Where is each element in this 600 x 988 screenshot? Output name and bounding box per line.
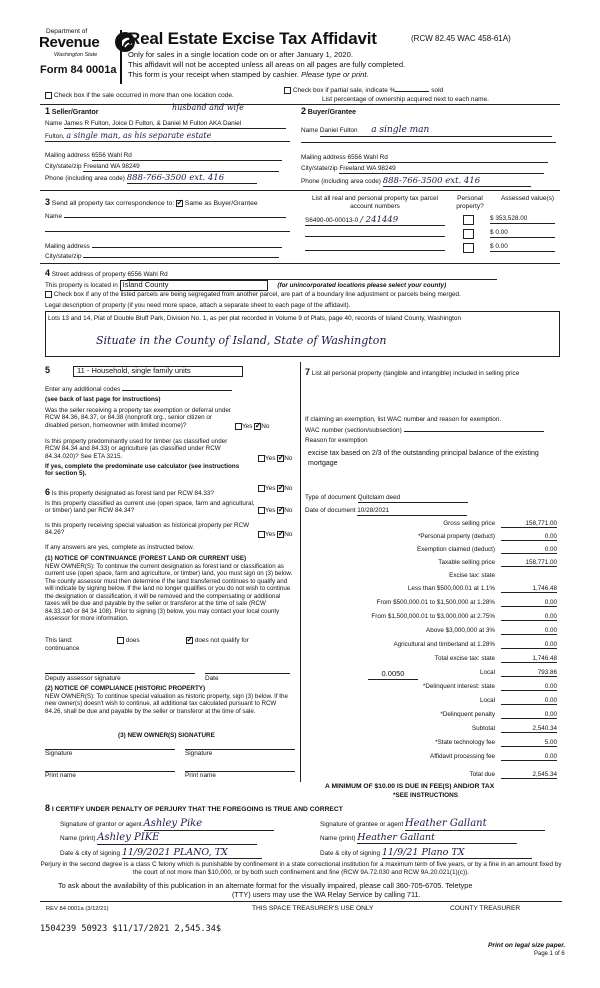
reason-label: Reason for exemption bbox=[305, 437, 368, 444]
document-type[interactable]: Quitclaim deed bbox=[358, 494, 468, 503]
corr-mailing-row: Mailing address bbox=[45, 241, 290, 251]
header-divider bbox=[120, 30, 122, 84]
yes-checkbox[interactable] bbox=[258, 531, 265, 538]
sec6-q4: If any answers are yes, complete as instructed below. bbox=[45, 544, 195, 551]
seller-city-row: City/state/zip Freeland WA 98249 bbox=[45, 163, 290, 172]
minimum-due: A MINIMUM OF $10.00 IS DUE IN FEE(S) AND/OR TAX bbox=[325, 783, 495, 790]
continuance-label: continuance bbox=[45, 645, 80, 652]
buyer-name[interactable]: Daniel Fulton a single man bbox=[320, 125, 552, 137]
seller-mailing[interactable]: 6556 Wahl Rd bbox=[92, 152, 282, 161]
add-codes-row: Enter any additional codes bbox=[45, 386, 232, 394]
county-row: This property is located in Island County (for unincorporated locations please select your county) bbox=[45, 280, 447, 289]
grantee-date-row: Date & city of signing 11/9/21 Plano TX bbox=[320, 847, 532, 859]
personal-property-checkbox[interactable] bbox=[463, 229, 474, 239]
see-back: (see back of last page for instructions) bbox=[45, 396, 161, 403]
sec6-q2: Is this property classified as current use (open space, farm and agricultural, or timber) land per RCW 84.34? bbox=[45, 500, 255, 515]
header-line3: This form is your receipt when stamped by cashier. Please type or print. bbox=[128, 70, 369, 79]
cashier-stamp: 1504239 50923 $11/17/2021 2,545.34$ bbox=[40, 924, 222, 934]
calc-value[interactable]: 0.00 bbox=[501, 533, 557, 541]
calc-value[interactable]: 2,540.34 bbox=[501, 725, 557, 733]
legal-paper-note: Print on legal size paper. bbox=[488, 942, 566, 949]
does-checkbox[interactable] bbox=[117, 637, 124, 644]
calc-value[interactable]: 158,771.00 bbox=[501, 559, 557, 567]
doc-type-row: Type of document Quitclaim deed bbox=[305, 494, 468, 503]
calc-value[interactable]: 0.00 bbox=[501, 613, 557, 621]
sec8-heading: 8 I CERTIFY UNDER PENALTY OF PERJURY THAT THE FOREGOING IS TRUE AND CORRECT bbox=[45, 803, 343, 813]
parcel-number[interactable] bbox=[305, 243, 445, 251]
section-frame-4 bbox=[40, 263, 560, 264]
yes-checkbox[interactable] bbox=[258, 485, 265, 492]
seller-phone-row: Phone (including area code) 888-766-3500 ext. 416 bbox=[45, 173, 290, 184]
calc-delinq-state: *Delinquent interest: state 0.00 bbox=[422, 683, 557, 690]
treasurer-use: THIS SPACE TREASURER'S USE ONLY bbox=[252, 905, 374, 912]
personal-property-checkbox[interactable] bbox=[463, 215, 474, 225]
logo-revenue: Revenue bbox=[39, 34, 100, 51]
sec5-q1: Was the seller receiving a property tax exemption or deferral under RCW 84.36, 84.37, or 84.38 (nonprofit org., senior citizen or disabled person, homeowner with limited income)? bbox=[45, 407, 231, 429]
calc-subtotal: Subtotal 2,540.34 bbox=[471, 725, 557, 732]
calc-tier3: From $1,500,000.01 to $3,000,000 at 2.75% 0.00 bbox=[371, 613, 557, 620]
calc-tier2: From $500,000.01 to $1,500,000 at 1.28% 0.00 bbox=[376, 599, 557, 606]
no-checkbox[interactable] bbox=[277, 485, 284, 492]
seller-city[interactable]: Freeland WA 98249 bbox=[83, 163, 279, 172]
alt-format-2: (TTY) users may use the WA Relay Service by calling 711. bbox=[232, 890, 421, 899]
street-row: 4 Street address of property 6556 Wahl Rd bbox=[45, 268, 497, 280]
corr-name[interactable] bbox=[64, 211, 286, 218]
page-title: Real Estate Excise Tax Affidavit bbox=[128, 29, 377, 48]
seller-phone[interactable]: 888-766-3500 ext. 416 bbox=[127, 173, 257, 184]
legal-description: Lots 13 and 14, Plat of Double Bluff Park, Division No. 1, as per plat recorded in Volume 9 of Plats, page 40, records of Island County, Washington bbox=[48, 315, 462, 322]
calc-value[interactable]: 5.00 bbox=[501, 739, 557, 747]
see-instructions: *SEE INSTRUCTIONS bbox=[393, 792, 458, 799]
page-number: Page 1 of 6 bbox=[534, 951, 565, 957]
calc-agri: Agricultural and timberland at 1.28% 0.00 bbox=[393, 641, 557, 648]
corr-blank-line bbox=[45, 231, 290, 232]
calc-personal: *Personal property (deduct) 0.00 bbox=[417, 533, 557, 540]
grantee-date-city[interactable]: 11/9/21 Plano TX bbox=[382, 847, 532, 859]
calc-value[interactable]: 0.00 bbox=[501, 683, 557, 691]
same-as-buyer-checkbox[interactable] bbox=[176, 200, 183, 207]
sec5-q2-answer[interactable]: Yes ✓ No bbox=[258, 455, 292, 463]
calc-affidavit-fee: Affidavit processing fee 0.00 bbox=[430, 753, 557, 760]
parcel-number[interactable] bbox=[305, 229, 445, 237]
calc-total-state: Total excise tax: state 1,746.48 bbox=[434, 655, 557, 662]
no-checkbox[interactable] bbox=[277, 507, 284, 514]
rev-number: REV 84 0001a (3/12/21) bbox=[46, 906, 109, 912]
seller-hw-note: husband and wife bbox=[172, 103, 244, 112]
corr-city[interactable] bbox=[83, 251, 279, 258]
calc-gross: Gross selling price 158,771.00 bbox=[443, 520, 557, 527]
section-frame-3 bbox=[40, 190, 560, 191]
exempt-text: If claiming an exemption, list WAC number and reason for exemption. bbox=[305, 416, 502, 423]
column-divider bbox=[300, 362, 301, 782]
street-address[interactable]: 6556 Wahl Rd bbox=[127, 271, 497, 280]
title-rcw: (RCW 82.45 WAC 458-61A) bbox=[411, 34, 511, 43]
calc-local2: Local 0.00 bbox=[479, 697, 557, 704]
calc-taxable: Taxable selling price 158,771.00 bbox=[438, 559, 557, 566]
doc-date-row: Date of document 10/28/2021 bbox=[305, 507, 467, 516]
owner-print-2[interactable]: Print name bbox=[185, 771, 295, 780]
footer-divider bbox=[40, 901, 562, 902]
sec6-q3-answer[interactable]: Yes ✓ No bbox=[258, 531, 292, 539]
seller-heading: 1 Seller/Grantor bbox=[45, 106, 99, 116]
sec5-q2b: If yes, complete the predominate use calculator (see instructions for section 5). bbox=[45, 463, 240, 478]
county-treasurer: COUNTY TREASURER bbox=[450, 905, 521, 912]
calc-delinq-penalty: *Delinquent penalty 0.00 bbox=[440, 711, 557, 718]
sec6-q1-answer[interactable]: Yes ✓ No bbox=[258, 485, 292, 493]
does-not-checkbox[interactable] bbox=[186, 637, 193, 644]
table-row bbox=[305, 215, 555, 226]
notice3-head: (3) NEW OWNER(S) SIGNATURE bbox=[118, 732, 215, 739]
grantor-sig-row: Signature of grantor or agent Ashley Pike bbox=[60, 818, 274, 831]
alt-format-1: To ask about the availability of this publication in an alternate format for the visually impaired, please call 360-705-6705. Teletype bbox=[58, 881, 473, 890]
grantee-print-name[interactable]: Heather Gallant bbox=[357, 832, 517, 844]
calc-excise-heading: Excise tax: state bbox=[449, 572, 495, 579]
partial-sale-check[interactable]: Check box if partial sale, indicate % sold bbox=[284, 87, 443, 95]
buyer-mailing-row: Mailing address 6556 Wahl Rd bbox=[301, 154, 556, 163]
calc-exemption: Exemption claimed (deduct) 0.00 bbox=[416, 546, 557, 553]
grantor-signature[interactable]: Ashley Pike bbox=[144, 818, 274, 831]
corr-heading: 3 Send all property tax correspondence to: ✓ Same as Buyer/Grantee bbox=[45, 197, 258, 208]
calc-value[interactable]: 1,746.48 bbox=[501, 655, 557, 663]
calc-value[interactable]: 0.00 bbox=[501, 641, 557, 649]
notice2-head: (2) NOTICE OF COMPLIANCE (HISTORIC PROPERTY) bbox=[45, 685, 206, 692]
parcels-header: List all real and personal property tax parcel account numbers bbox=[311, 195, 439, 210]
buyer-mailing[interactable]: 6556 Wahl Rd bbox=[348, 154, 548, 163]
wac-number[interactable] bbox=[404, 431, 544, 432]
parcels-value-header: Assessed value(s) bbox=[500, 195, 555, 202]
seller-name-hw: a single man, as his separate estate bbox=[66, 131, 212, 140]
legal-label: Legal description of property (if you need more space, attach a separate sheet to each page of the affidavit). bbox=[45, 302, 351, 309]
no-checkbox[interactable] bbox=[277, 531, 284, 538]
does-not-option[interactable]: ✓ does not qualify for bbox=[186, 637, 249, 645]
reason-value[interactable]: excise tax based on 2/3 of the outstanding principal balance of the existing mortgage bbox=[308, 450, 539, 468]
owner-print-1[interactable]: Print name bbox=[45, 771, 175, 780]
calc-value[interactable]: 158,771.00 bbox=[501, 520, 557, 528]
seller-name-row: Name James R Fulton, Joice D Fulton, & Daniel M Fulton AKA Daniel bbox=[45, 120, 290, 129]
section-frame-top bbox=[40, 104, 560, 105]
sec7-text: 7 List all personal property (tangible and intangible) included in selling price bbox=[305, 367, 520, 377]
header-line1: Only for sales in a single location code on or after January 1, 2020. bbox=[128, 50, 353, 59]
yes-checkbox[interactable] bbox=[235, 423, 242, 430]
notice1-body: NEW OWNER(S): To continue the current designation as forest land or classification as current use (open space, farm and agriculture, or timber) land, you must sign on (3) below. The county assessor must then determine if the land transferred continues to qualify and will indicate by signing below. If the land no longer qualifies or you do not wish to continue the designation or classification, it will be removed and the compensating or additional taxes will be due and payable by the seller or transferor at the time of sale (RCW 84.33.140 or 84 34 108). Prior to signing (3) below, you may contact your local county assessor for more information. bbox=[45, 563, 293, 623]
calc-tier4: Above $3,000,000 at 3% 0.00 bbox=[426, 627, 557, 634]
sec6-q3: Is this property receiving special valuation as historical property per RCW 84.26? bbox=[45, 522, 250, 537]
yes-checkbox[interactable] bbox=[258, 507, 265, 514]
assessed-value[interactable]: $ 353,528.00 bbox=[490, 215, 555, 224]
no-checkbox[interactable] bbox=[277, 455, 284, 462]
assessor-date-line[interactable]: Date bbox=[205, 673, 290, 683]
assessed-value[interactable]: $ 0.00 bbox=[490, 229, 555, 238]
legal-description-hw: Situate in the County of Island, State of Washington bbox=[96, 334, 387, 347]
corr-name-row: Name bbox=[45, 211, 290, 221]
logo-state: Washington State bbox=[54, 52, 98, 58]
yes-checkbox[interactable] bbox=[258, 455, 265, 462]
calc-tech-fee: *State technology fee 5.00 bbox=[435, 739, 557, 746]
calc-tier1: Less than $500,000.01 at 1.1% 1,746.48 bbox=[407, 585, 557, 592]
grantee-sig-row: Signature of grantee or agent Heather Gallant bbox=[320, 818, 545, 831]
parcel-number[interactable]: S6490-00-00013-0 / 241449 bbox=[305, 215, 445, 226]
local-rate[interactable]: 0.0050 bbox=[368, 670, 418, 680]
calc-local: Local 793.86 bbox=[479, 669, 557, 676]
calc-value[interactable]: 1,746.48 bbox=[501, 585, 557, 593]
multi-location-checkbox[interactable] bbox=[45, 92, 52, 99]
calc-value[interactable]: 793.86 bbox=[501, 669, 557, 677]
assessor-sig-line[interactable]: Deputy assessor signature bbox=[45, 673, 195, 683]
table-row bbox=[305, 229, 555, 240]
buyer-city-row: City/state/zip Freeland WA 98249 bbox=[301, 165, 556, 174]
grantor-date-city[interactable]: 11/9/2021 PLANO, TX bbox=[122, 847, 262, 859]
perjury-notice: Perjury in the second degree is a class C felony which is punishable by confinement in a state correctional institution for a maximum term of five years, or by a fine in an amount fixed by the court of not more than $10,000, or by both such confinement and fine (RCW 9A.72.030 and RCW 9A.20.021(1)(c)). bbox=[40, 861, 562, 876]
segregated-check[interactable]: Check box if any of the listed parcels are being segregated from another parcel, are part of a boundary line adjustment or parcels being merged. bbox=[45, 291, 461, 299]
grantor-print-name[interactable]: Ashley PIKE bbox=[97, 832, 257, 845]
buyer-city[interactable]: Freeland WA 98249 bbox=[339, 165, 544, 174]
corr-city-row: City/state/zip bbox=[45, 251, 290, 261]
table-row bbox=[305, 243, 555, 254]
buyer-name-row: Name Daniel Fulton a single man bbox=[301, 125, 556, 137]
calc-value[interactable]: 0.00 bbox=[501, 697, 557, 705]
parcels-personal-header: Personal property? bbox=[456, 195, 484, 210]
grantee-signature[interactable]: Heather Gallant bbox=[405, 818, 545, 831]
partial-sale-checkbox[interactable] bbox=[284, 87, 291, 94]
grantee-name-row: Name (print) Heather Gallant bbox=[320, 832, 517, 844]
buyer-phone[interactable]: 888-766-3500 ext. 416 bbox=[383, 176, 531, 187]
legal-description-box[interactable] bbox=[45, 311, 560, 357]
logo-dept: Department of bbox=[46, 28, 88, 35]
calc-total-due: Total due 2,545.34 bbox=[469, 771, 557, 778]
grantor-date-row: Date & city of signing 11/9/2021 PLANO, TX bbox=[60, 847, 262, 859]
calc-value[interactable]: 0.00 bbox=[501, 711, 557, 719]
header-line2: This affidavit will not be accepted unless all areas on all pages are fully completed. bbox=[128, 60, 406, 69]
calc-value[interactable]: 0.00 bbox=[501, 627, 557, 635]
calc-value[interactable]: 0.00 bbox=[501, 753, 557, 761]
corr-mailing[interactable] bbox=[92, 241, 282, 248]
sec6-q1: 6 Is this property designated as forest land per RCW 84.33? bbox=[45, 487, 214, 497]
seller-name[interactable]: James R Fulton, Joice D Fulton, & Daniel M Fulton AKA Daniel bbox=[64, 120, 286, 129]
sec5-q2: Is this property predominantly used for timber (as classified under RCW 84.34 and 84.33) or agriculture (as classified under RCW 84.34.020)? See ETA 3215. bbox=[45, 438, 228, 460]
wac-row: WAC number (section/subsection) bbox=[305, 427, 544, 435]
assessed-value[interactable]: $ 0.00 bbox=[490, 243, 555, 252]
seller-name-row2: Fulton, a single man, as his separate estate bbox=[45, 131, 290, 142]
form-number: Form 84 0001a bbox=[40, 64, 117, 76]
owner-sig-1[interactable]: Signature bbox=[45, 749, 175, 758]
segregated-checkbox[interactable] bbox=[45, 291, 52, 298]
personal-property-checkbox[interactable] bbox=[463, 243, 474, 253]
owner-sig-2[interactable]: Signature bbox=[185, 749, 295, 758]
notice2-body: NEW OWNER(S): To continue special valuation as historic property, sign (3) below. If the new owner(s) doesn't wish to continue, all additional tax calculated pursuant to RCW 84.26, shall be due and payable by the seller or transferor at the time of sale. bbox=[45, 693, 288, 715]
buyer-heading: 2 Buyer/Grantee bbox=[301, 106, 357, 116]
sec5-row: 5 bbox=[45, 365, 51, 375]
notice1-head: (1) NOTICE OF CONTINUANCE (FOREST LAND OR CURRENT USE) bbox=[45, 555, 247, 562]
buyer-blank-line bbox=[301, 142, 556, 143]
does-option[interactable]: does bbox=[117, 637, 140, 645]
buyer-phone-row: Phone (including area code) 888-766-3500 ext. 416 bbox=[301, 176, 556, 187]
calc-value[interactable]: 2,545.34 bbox=[501, 771, 557, 779]
use-code-select[interactable]: 11 - Household, single family units bbox=[73, 366, 243, 377]
calc-value[interactable]: 0.00 bbox=[501, 599, 557, 607]
document-date[interactable]: 10/28/2021 bbox=[357, 507, 467, 516]
seller-mailing-row: Mailing address 6556 Wahl Rd bbox=[45, 152, 290, 161]
multi-location-check[interactable]: Check box if the sale occurred in more than one location code. bbox=[45, 92, 234, 100]
this-land-row: This land: bbox=[45, 637, 73, 644]
calc-value[interactable]: 0.00 bbox=[501, 546, 557, 554]
no-checkbox[interactable] bbox=[254, 423, 261, 430]
county-select[interactable]: Island County bbox=[120, 280, 268, 291]
ownership-note: List percentage of ownership acquired next to each name. bbox=[322, 96, 489, 103]
sec6-q2-answer[interactable]: Yes ✓ No bbox=[258, 507, 292, 515]
sec5-q1-answer[interactable]: Yes ✓ No bbox=[235, 423, 269, 431]
grantor-name-row: Name (print) Ashley PIKE bbox=[60, 832, 257, 845]
